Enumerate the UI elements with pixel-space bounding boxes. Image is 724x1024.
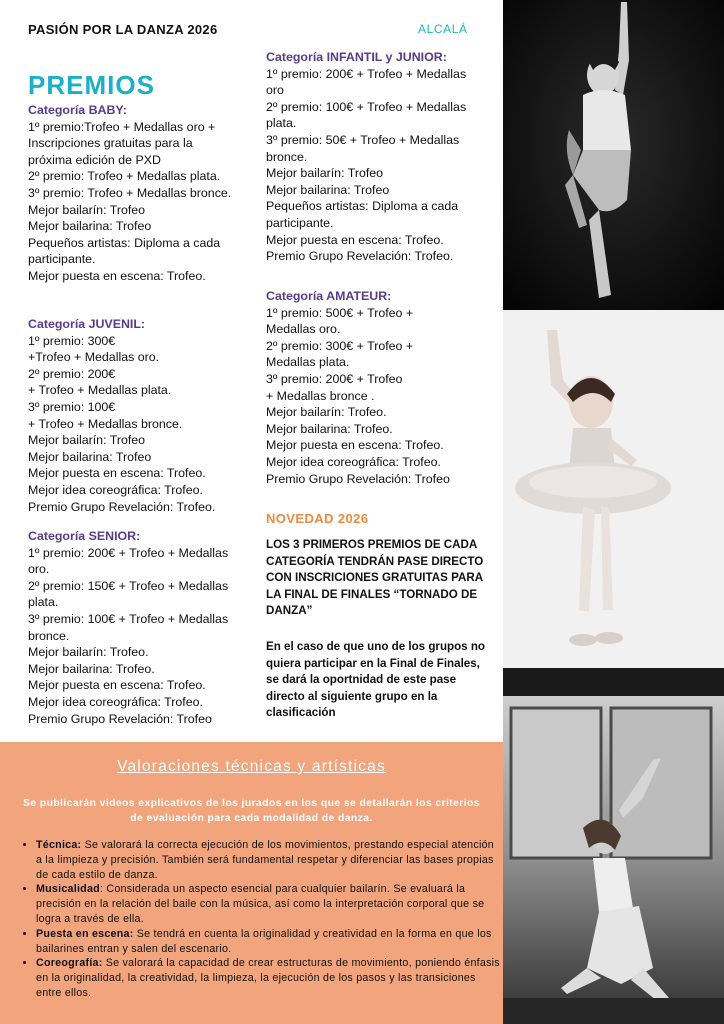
prize-line: Mejor idea coreográfica: Trofeo.	[28, 482, 203, 497]
prize-line: 1º premio: 500€ + Trofeo +	[266, 305, 414, 320]
prize-line: Mejor bailarina: Trofeo.	[28, 661, 155, 676]
dancer-photo-3	[503, 668, 724, 1024]
prize-line: Mejor bailarín: Trofeo	[28, 433, 146, 448]
prize-line: plata.	[266, 116, 297, 131]
prize-line: Mejor bailarín: Trofeo.	[28, 645, 149, 660]
prize-line: 3º premio: 100€	[28, 399, 116, 414]
prize-line: Medallas plata.	[266, 355, 350, 370]
prize-line: Mejor bailarina: Trofeo.	[266, 421, 393, 436]
prize-line: Mejor bailarín: Trofeo	[28, 202, 146, 217]
criteria-list	[20, 838, 502, 1001]
prize-line: 1º premio: 200€ + Trofeo + Medallas	[28, 545, 229, 560]
prize-line: + Medallas bronce .	[266, 388, 375, 403]
novedad-paragraph-2: En el caso de que uno de los grupos no quiera participar en la Final de Finales, se dará la oportnidad de este pase directo al siguiente grupo en la clasificación	[266, 640, 486, 719]
criteria-item: • Coreografía: Se valorará la capacidad de crear estructuras de movimiento, poniendo énfasis en la originalidad, la creatividad, la limpieza, la ejecución de los pasos y las transiciones entre ellos.	[36, 956, 502, 1000]
novedad-paragraph-1: LOS 3 PRIMEROS PREMIOS DE CADA CATEGORÍA TENDRÁN PASE DIRECTO CON INSCRICIONES GRATUITAS PARA LA FINAL DE FINALES “TORNADO DE DANZA”	[266, 538, 484, 617]
prize-line: +Trofeo + Medallas oro.	[28, 350, 160, 365]
prize-line: Mejor bailarina: Trofeo	[28, 449, 152, 464]
prize-line: Mejor bailarín: Trofeo.	[266, 405, 387, 420]
prize-line: bronce.	[28, 628, 70, 643]
novedad-title: NOVEDAD 2026	[266, 511, 369, 526]
prize-line: 2º premio: 100€ + Trofeo + Medallas	[266, 99, 467, 114]
prize-line: Mejor puesta en escena: Trofeo.	[28, 268, 206, 283]
prize-line: Mejor idea coreográfica: Trofeo.	[28, 694, 203, 709]
prize-line: participante.	[266, 215, 334, 230]
prize-line: 1º premio:Trofeo + Medallas oro +	[28, 119, 216, 134]
prize-line: 2º premio: 200€	[28, 366, 116, 381]
prize-line: Premio Grupo Revelación: Trofeo	[28, 711, 212, 726]
category-title: Categoría AMATEUR:	[266, 289, 392, 303]
prize-line: Pequeños artistas: Diploma a cada	[266, 199, 459, 214]
valoraciones-intro: Se publicarán videos explicativos de los jurados en los que se detallarán los criterios de evaluación para cada modalidad de danza.	[23, 798, 480, 824]
dancer-photo-1	[503, 0, 724, 310]
category-juvenil	[28, 316, 215, 515]
prize-line: plata.	[28, 595, 59, 610]
prize-line: Inscripciones gratuitas para la	[28, 136, 193, 151]
prize-line: 2º premio: 150€ + Trofeo + Medallas	[28, 578, 229, 593]
prize-line: Mejor puesta en escena: Trofeo.	[266, 438, 444, 453]
category-title: Categoría JUVENIL:	[28, 317, 146, 331]
prize-line: 3º premio: 200€ + Trofeo	[266, 371, 403, 386]
dancer-photo-2	[503, 310, 724, 668]
prize-line: Premio Grupo Revelación: Trofeo	[266, 471, 450, 486]
category-title: Categoría SENIOR:	[28, 529, 141, 543]
category-amateur	[266, 288, 450, 487]
prize-line: Premio Grupo Revelación: Trofeo.	[28, 499, 216, 514]
prize-line: Premio Grupo Revelación: Trofeo.	[266, 249, 454, 264]
prize-line: próxima edición de PXD	[28, 152, 161, 167]
prize-line: Mejor bailarín: Trofeo	[266, 166, 384, 181]
prize-line: Pequeños artistas: Diploma a cada	[28, 235, 221, 250]
criteria-item: • Puesta en escena: Se tendrá en cuenta la originalidad y creatividad en la forma en que los bailarines entran y salen del escenario.	[36, 927, 502, 957]
location-label: ALCALÁ	[418, 22, 468, 36]
category-baby	[28, 102, 231, 285]
criteria-item: • Musicalidad: Considerada un aspecto esencial para cualquier bailarín. Se evaluará la precisión en la relación del baile con la música, así como la interpretación corporal que se logra a través de ella.	[36, 882, 502, 926]
prize-line: Mejor puesta en escena: Trofeo.	[266, 232, 444, 247]
prize-line: 2º premio: 300€ + Trofeo +	[266, 338, 414, 353]
prize-line: Mejor idea coreográfica: Trofeo.	[266, 454, 441, 469]
prize-line: 1º premio: 300€	[28, 333, 116, 348]
prize-line: 3º premio: Trofeo + Medallas bronce.	[28, 185, 232, 200]
document-title: PASIÓN POR LA DANZA 2026	[28, 22, 218, 37]
prize-line: 3º premio: 100€ + Trofeo + Medallas	[28, 611, 229, 626]
section-title: PREMIOS	[28, 70, 155, 100]
category-infantil-junior	[266, 49, 466, 265]
prize-line: 2º premio: Trofeo + Medallas plata.	[28, 169, 221, 184]
prize-line: oro.	[28, 562, 50, 577]
prize-line: + Trofeo + Medallas bronce.	[28, 416, 183, 431]
prize-line: Mejor bailarina: Trofeo	[266, 182, 390, 197]
prize-line: oro	[266, 83, 284, 98]
category-title: Categoría BABY:	[28, 103, 127, 117]
prize-line: participante.	[28, 252, 96, 267]
criteria-item: • Técnica: Se valorará la correcta ejecución de los movimientos, prestando especial atención a la limpieza y precisión. También será fundamental respetar y diferenciar las bases propias de cada estilo de danza.	[36, 838, 502, 882]
valoraciones-title: Valoraciones técnicas y artísticas	[117, 758, 386, 775]
prize-line: Mejor puesta en escena: Trofeo.	[28, 678, 206, 693]
prize-line: Medallas oro.	[266, 322, 341, 337]
category-senior	[28, 528, 228, 727]
valoraciones-panel	[0, 742, 503, 1024]
prize-line: + Trofeo + Medallas plata.	[28, 383, 172, 398]
prize-line: 3º premio: 50€ + Trofeo + Medallas	[266, 132, 460, 147]
category-title: Categoría INFANTIL y JUNIOR:	[266, 50, 447, 64]
prize-line: 1º premio: 200€ + Trofeo + Medallas	[266, 66, 467, 81]
prize-line: bronce.	[266, 149, 308, 164]
prize-line: Mejor bailarina: Trofeo	[28, 219, 152, 234]
prize-line: Mejor puesta en escena: Trofeo.	[28, 466, 206, 481]
